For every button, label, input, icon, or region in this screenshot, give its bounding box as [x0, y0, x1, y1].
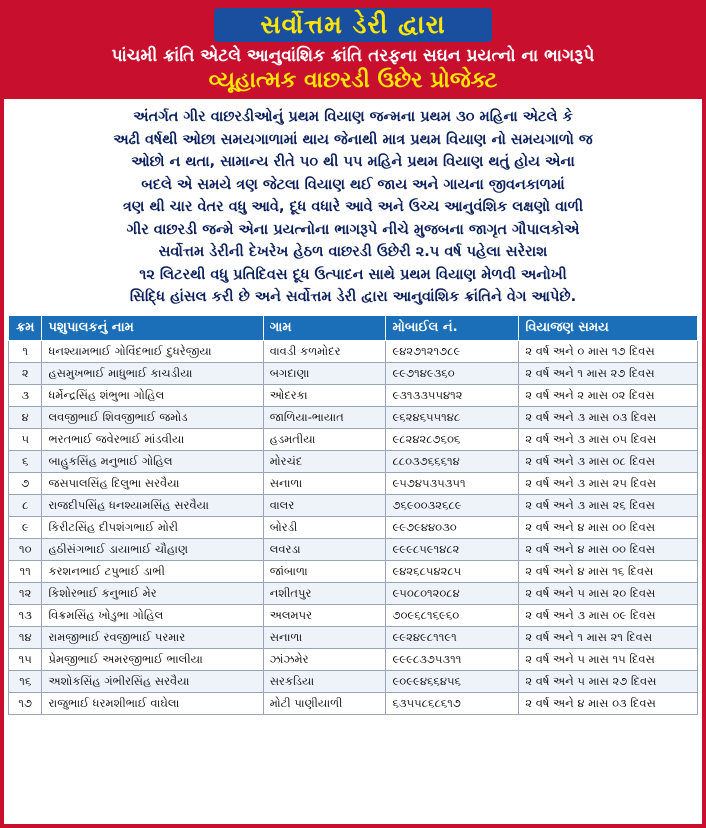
village-cell: જાંબાળા: [263, 560, 386, 582]
name-cell: પ્રેમજીભાઈ અમરજીભાઈ ભાલીયા: [42, 648, 263, 670]
table-body: [9, 340, 698, 714]
serial-cell: ૧૧: [9, 560, 42, 582]
mobile-cell: ૯૪૨૬૮૫૪૨૮૫: [386, 560, 519, 582]
serial-cell: ૧૭: [9, 692, 42, 714]
poster-subtitle: પાંચમી ક્રાંતિ એટલે આનુવાંશિક ક્રાંતિ તરફના સઘન પ્રયત્નો ના ભાગરૂપે: [111, 46, 595, 66]
name-cell: અશોકસિંહ ગંભીરસિંહ સરવૈયા: [42, 670, 263, 692]
village-cell: મોટી પાણીયાળી: [263, 692, 386, 714]
calving-time-cell: ૨ વર્ષ અને ૩ માસ ૦૩ દિવસ: [519, 406, 698, 428]
mobile-cell: ૯૯૭૯૪૪૦૩૦: [386, 516, 519, 538]
col-header-mobile: મોબાઈલ નં.: [386, 315, 519, 340]
calving-time-cell: ૨ વર્ષ અને ૪ માસ ૦૦ દિવસ: [519, 516, 698, 538]
farmers-table: [8, 315, 698, 715]
calving-time-cell: ૨ વર્ષ અને ૦ માસ ૧૭ દિવસ: [519, 340, 698, 362]
table-row: [9, 494, 698, 516]
mobile-cell: ૯૯૯૮૫૯૧૪૮૨: [386, 538, 519, 560]
name-cell: કિશોરભાઈ કનુભાઈ મેર: [42, 582, 263, 604]
name-cell: હઠીસંગભાઈ ડાયાભાઈ ચૌહાણ: [42, 538, 263, 560]
mobile-cell: ૭૦૯૬૮૧૬૯૬૦: [386, 604, 519, 626]
name-cell: રાજુભાઈ ધરમશીભાઈ વાઘેલા: [42, 692, 263, 714]
calving-time-cell: ૨ વર્ષ અને ૧ માસ ૨૧ દિવસ: [519, 626, 698, 648]
village-cell: વાલર: [263, 494, 386, 516]
name-cell: લવજીભાઈ શિવજીભાઈ જમોડ: [42, 406, 263, 428]
village-cell: નશીતપુર: [263, 582, 386, 604]
calving-time-cell: ૨ વર્ષ અને ૩ માસ ૨૫ દિવસ: [519, 472, 698, 494]
serial-cell: ૪: [9, 406, 42, 428]
calving-time-cell: ૨ વર્ષ અને ૨ માસ ૦૨ દિવસ: [519, 384, 698, 406]
poster-title: સર્વોત્તમ ડેરી દ્વારા: [214, 8, 491, 42]
village-cell: બગદાણા: [263, 362, 386, 384]
table-row: [9, 538, 698, 560]
calving-time-cell: ૨ વર્ષ અને ૫ માસ ૨૭ દિવસ: [519, 670, 698, 692]
col-header-serial: ક્રમ: [9, 315, 42, 340]
intro-line: ઓછો ન થતા, સામાન્ય રીતે ૫૦ થી ૫૫ મહિને પ્રથમ વિયાણ થતું હોય એના: [131, 154, 575, 170]
project-title: વ્યૂહાત્મક વાછરડી ઉછેર પ્રોજેક્ટ: [208, 68, 498, 93]
serial-cell: ૨: [9, 362, 42, 384]
serial-cell: ૯: [9, 516, 42, 538]
mobile-cell: ૯૬૨૪૬૫૫૧૪૮: [386, 406, 519, 428]
name-cell: જસપાલસિંહ દિલુભા સરવૈયા: [42, 472, 263, 494]
serial-cell: ૩: [9, 384, 42, 406]
table-row: [9, 692, 698, 714]
table-row: [9, 472, 698, 494]
serial-cell: ૧૬: [9, 670, 42, 692]
calving-time-cell: ૨ વર્ષ અને ૫ માસ ૧૫ દિવસ: [519, 648, 698, 670]
table-row: [9, 582, 698, 604]
table-row: [9, 626, 698, 648]
serial-cell: ૫: [9, 428, 42, 450]
village-cell: લવરડા: [263, 538, 386, 560]
serial-cell: ૮: [9, 494, 42, 516]
village-cell: ઓદરકા: [263, 384, 386, 406]
village-cell: સનાળા: [263, 626, 386, 648]
col-header-calving-time: વિયાજણ સમય: [519, 315, 698, 340]
calving-time-cell: ૨ વર્ષ અને ૩ માસ ૦૫ દિવસ: [519, 428, 698, 450]
mobile-cell: ૭૬૯૦૦૩૨૬૮૯: [386, 494, 519, 516]
name-cell: ધર્મેન્દ્રસિંહ શંભુભા ગોહિલ: [42, 384, 263, 406]
col-header-name: પશુપાલકનું નામ: [42, 315, 263, 340]
name-cell: ભરતભાઈ જવેરભાઈ માંડવીયા: [42, 428, 263, 450]
intro-line: ત્રણ થી ચાર વેતર વધુ આવે, દૂધ વધારે આવે અને ઉચ્ચ આનુવંશિક લક્ષણો વાળી: [122, 199, 584, 215]
village-cell: મોરચંદ: [263, 450, 386, 472]
name-cell: હસમુખભાઈ માધુભાઈ કાચડીયા: [42, 362, 263, 384]
table-row: [9, 516, 698, 538]
intro-line: સર્વોત્તમ ડેરીની દેખરેખ હેઠળ વાછરડી ઉછેરી ૨.૫ વર્ષ પહેલા સરેરાશ: [158, 244, 548, 260]
intro-line: ગીર વાછરડી જન્મે એના પ્રયત્નોના ભાગરૂપે નીચે મુજબના જાગૃત ગૌપાલકોએ: [126, 221, 580, 238]
mobile-cell: ૯૯૯૮૩૭૫૩૧૧: [386, 648, 519, 670]
name-cell: રામજીભાઈ રવજીભાઈ પરમાર: [42, 626, 263, 648]
name-cell: વિક્રમસિંહ ખોડુભા ગોહિલ: [42, 604, 263, 626]
village-cell: જાળિયા-ભાયાત: [263, 406, 386, 428]
table-header-row: [9, 315, 698, 340]
name-cell: કરશનભાઈ ટપુભાઈ ડાભી: [42, 560, 263, 582]
mobile-cell: ૯૯૨૪૯૮૧૧૯૧: [386, 626, 519, 648]
name-cell: કિરીટસિંહ દીપશંગભાઈ મોરી: [42, 516, 263, 538]
intro-line: અઢી વર્ષથી ઓછા સમયગાળામાં થાય જેનાથી માત્ર પ્રથમ વિયાણ નો સમયગાળો જ: [113, 131, 593, 148]
calving-time-cell: ૨ વર્ષ અને ૪ માસ ૦૩ દિવસ: [519, 692, 698, 714]
calving-time-cell: ૨ વર્ષ અને ૩ માસ ૨૬ દિવસ: [519, 494, 698, 516]
intro-paragraph: [4, 99, 702, 315]
name-cell: બાહુકસિંહ મનુભાઈ ગોહિલ: [42, 450, 263, 472]
serial-cell: ૬: [9, 450, 42, 472]
calving-time-cell: ૨ વર્ષ અને ૧ માસ ૨૭ દિવસ: [519, 362, 698, 384]
table-row: [9, 340, 698, 362]
mobile-cell: ૯૫૦૮૦૧૨૦૮૪: [386, 582, 519, 604]
mobile-cell: ૯૯૭૧૪૯૩૬૦: [386, 362, 519, 384]
village-cell: સનાળા: [263, 472, 386, 494]
calving-time-cell: ૨ વર્ષ અને ૪ માસ ૧૬ દિવસ: [519, 560, 698, 582]
serial-cell: ૧૪: [9, 626, 42, 648]
mobile-cell: ૯૪૨૭૧૨૧૭૮૯: [386, 340, 519, 362]
mobile-cell: ૯૦૯૯૪૬૬૪૫૬: [386, 670, 519, 692]
village-cell: બોરડી: [263, 516, 386, 538]
calving-time-cell: ૨ વર્ષ અને ૩ માસ ૦૮ દિવસ: [519, 450, 698, 472]
serial-cell: ૧૨: [9, 582, 42, 604]
intro-line: સિદ્ધિ હાંસલ કરી છે અને સર્વોત્તમ ડેરી દ્વારા આનુવાંશિક ક્રાંતિને વેગ આપેછે.: [129, 289, 577, 305]
mobile-cell: ૮૮૦૩૭૬૬૬૧૪: [386, 450, 519, 472]
col-header-village: ગામ: [263, 315, 386, 340]
table-row: [9, 406, 698, 428]
serial-cell: ૧૦: [9, 538, 42, 560]
name-cell: ધનશ્યામભાઈ ગોવિંદભાઈ દુધરેજીયા: [42, 340, 263, 362]
mobile-cell: ૯૩૧૩૩૫૫૪૧૨: [386, 384, 519, 406]
intro-line: બદલે એ સમયે ત્રણ જેટલા વિયાણ થઈ જાય અને ગાયના જીવનકાળમાં: [141, 176, 565, 193]
table-row: [9, 450, 698, 472]
calving-time-cell: ૨ વર્ષ અને ૫ માસ ૨૦ દિવસ: [519, 582, 698, 604]
village-cell: હડમતીયા: [263, 428, 386, 450]
mobile-cell: ૯૮૨૪૨૮૭૬૦૬: [386, 428, 519, 450]
header-banner: [4, 4, 702, 99]
name-cell: રાજદીપસિંહ ધનશ્યામસિંહ સરવૈયા: [42, 494, 263, 516]
table-row: [9, 648, 698, 670]
intro-line: અંતર્ગત ગીર વાછરડીઓનું પ્રથમ વિયાણ જન્મના પ્રથમ ૩૦ મહિના એટલે કે: [133, 109, 573, 125]
mobile-cell: ૯૫૭૪૫૩૫૩૫૧: [386, 472, 519, 494]
table-row: [9, 384, 698, 406]
table-row: [9, 560, 698, 582]
mobile-cell: ૬૩૫૫૮૬૮૬૧૭: [386, 692, 519, 714]
village-cell: વાવડી કળમોદર: [263, 340, 386, 362]
calving-time-cell: ૨ વર્ષ અને ૪ માસ ૦૦ દિવસ: [519, 538, 698, 560]
serial-cell: ૭: [9, 472, 42, 494]
table-row: [9, 604, 698, 626]
table-row: [9, 428, 698, 450]
serial-cell: ૧૫: [9, 648, 42, 670]
serial-cell: ૧: [9, 340, 42, 362]
intro-line: ૧૨ લિટરથી વધુ પ્રતિદિવસ દૂધ ઉત્પાદન સાથે પ્રથમ વિયાણ મેળવી અનોખી: [139, 266, 567, 283]
village-cell: સરકડિયા: [263, 670, 386, 692]
village-cell: ઝાંઝમેર: [263, 648, 386, 670]
village-cell: અલમપર: [263, 604, 386, 626]
calving-time-cell: ૨ વર્ષ અને ૩ માસ ૦૯ દિવસ: [519, 604, 698, 626]
serial-cell: ૧૩: [9, 604, 42, 626]
table-row: [9, 670, 698, 692]
table-row: [9, 362, 698, 384]
